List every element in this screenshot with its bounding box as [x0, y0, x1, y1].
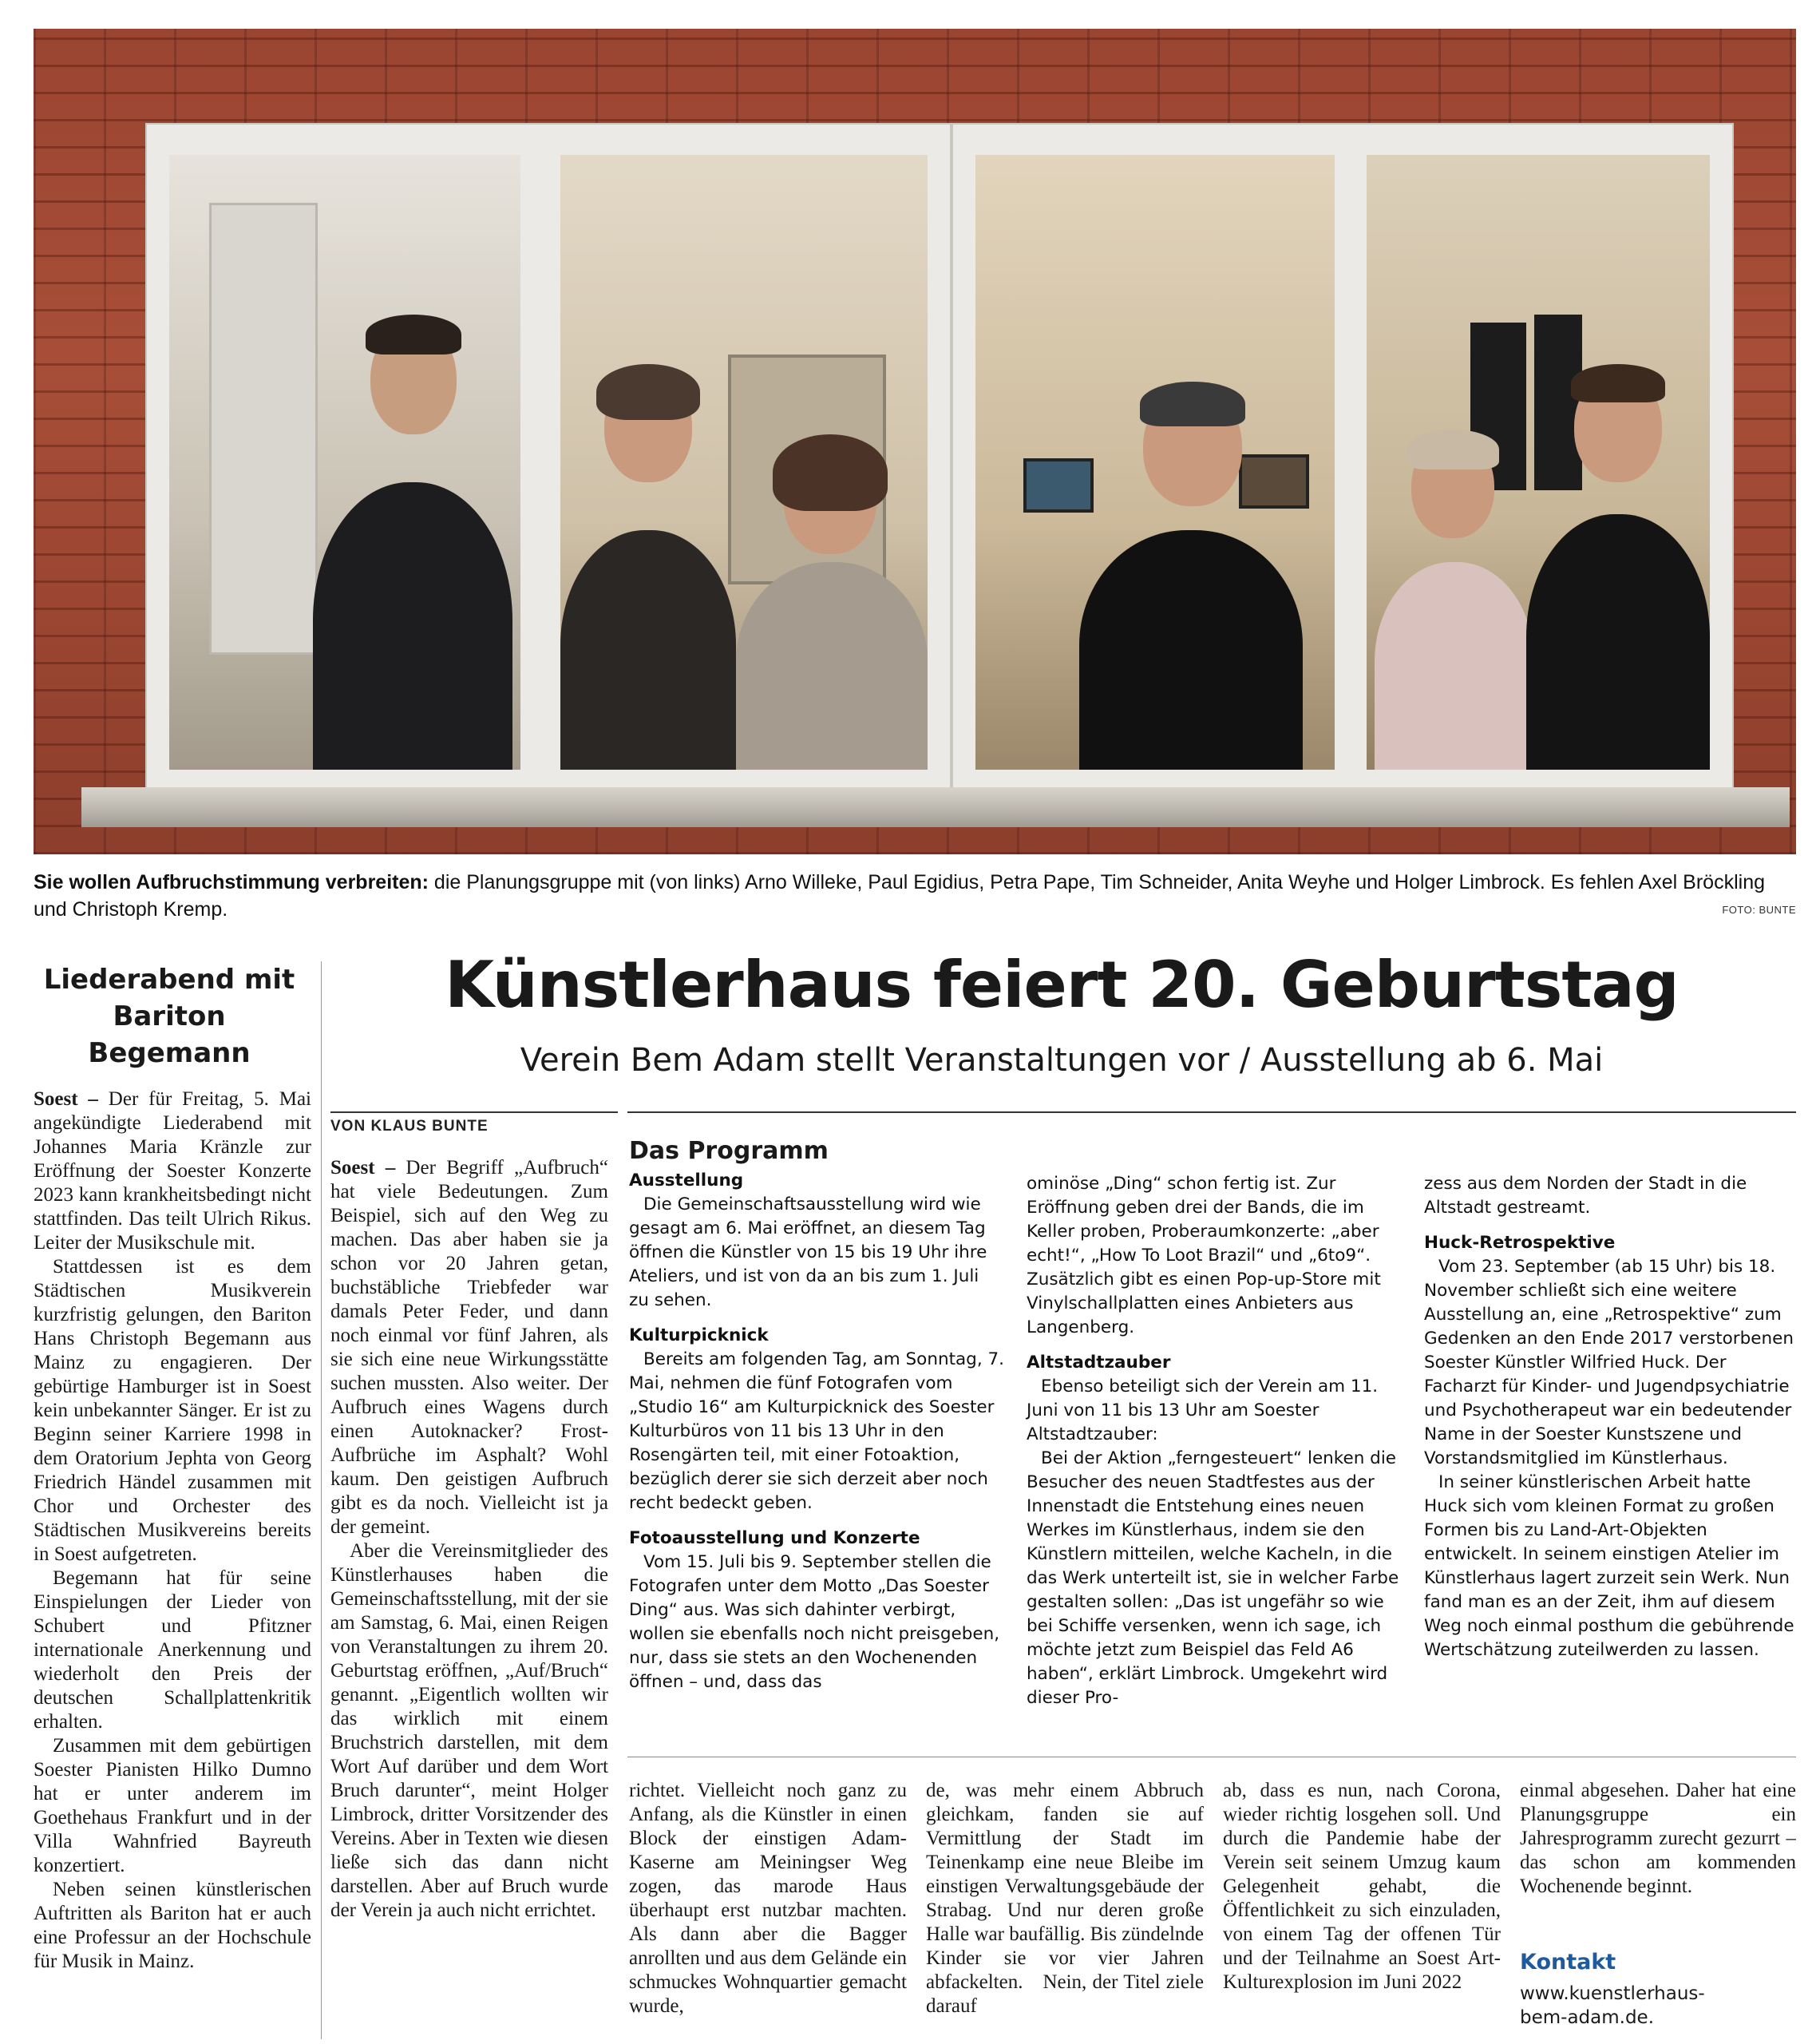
paragraph: einmal abgesehen. Daher hat eine Planungsgruppe ein Jahresprogramm zurecht gezurrt – das schon am kommenden Wochenende beginnt.	[1520, 1780, 1796, 1897]
paragraph: de, was mehr einem Abbruch gleichkam, fanden sie auf Vermittlung der Stadt im Teinenkamp eine neue Bleibe im einstigen Verwaltungsgebäude der Strabag. Und nur deren große Halle war baufällig. Bis zündelnde Kinder sie vor vier Jahren abfackelten. Nein, der Titel ziele darauf	[926, 1780, 1204, 2017]
paragraph-text: Aber die Vereinsmitglieder des Künstlerhauses haben die Gemeinschaftsstellung, mit der sie am Samstag, 6. Mai, einen Reigen von Veranstaltungen zu ihrem 20. Geburtstag eröffnen, „Auf/Bruch“ genannt. „Eigentlich wollten wir das wirklich mit einem Bruchstrich darstellen, mit dem Wort Auf darüber und dem Wort Bruch darunter“, meint Holger Limbrock, dritter Vorsitzender des Vereins. Aber in Texten wie diesen ließe sich das dann nicht darstellen. Aber auf Bruch wurde der Verein ja auch nicht errichtet.	[330, 1540, 608, 1921]
window-right	[952, 123, 1734, 794]
program-column-b	[1027, 1172, 1402, 1710]
paragraph-text: Zusammen mit dem gebürtigen Soester Pianisten Hilko Dumno hat er unter anderem im Goethehaus Frankfurt und in der Villa Wahnfried Bayreuth konzertiert.	[34, 1735, 311, 1876]
program-paragraph: Die Gemeinschaftsausstellung wird wie gesagt am 6. Mai eröffnet, an diesem Tag öffnen die Künstler von 15 bis 19 Uhr ihre Ateliers, und ist von da an bis zum 1. Juli zu sehen.	[629, 1194, 987, 1310]
article-subheadline: Verein Bem Adam stellt Veranstaltungen vor / Ausstellung ab 6. Mai	[520, 1042, 1604, 1079]
window-pane	[1367, 155, 1710, 770]
program-title: Das Programm	[629, 1137, 829, 1165]
window-left	[145, 123, 952, 794]
hair	[596, 364, 700, 420]
torso	[1526, 514, 1710, 770]
poster-panel	[209, 203, 318, 655]
contact-label: Kontakt	[1520, 1950, 1616, 1975]
window-pane	[975, 155, 1335, 770]
hair	[1407, 430, 1499, 469]
paragraph	[330, 1539, 608, 1923]
hair	[1571, 364, 1665, 402]
paragraph: richtet. Vielleicht noch ganz zu Anfang, als die Künstler in einen Block der einstigen Adam-Kaserne am Meiningser Weg zogen, das marode Haus überhaupt erst nutzbar machten. Als dann aber die Bagger anrollten und aus dem Gelände ein schmuckes Wohnquartier gemacht wurde,	[629, 1780, 907, 2017]
caption-text: die Planungsgruppe mit (von links) Arno Willeke, Paul Egidius, Petra Pape, Tim Schneider, Anita Weyhe und Holger Limbrock. Es fehlen Axel Bröckling und Christoph Kremp.	[34, 871, 1765, 921]
program-section-heading: Huck-Retrospektive	[1424, 1233, 1616, 1253]
program-paragraph: ominöse „Ding“ schon fertig ist. Zur Eröffnung geben drei der Bands, die im Keller proben, Proberaumkonzerte: „aber echt!“, „How To Loot Brazil“ und „6to9“. Zusätzlich gibt es einen Pop-up-Store mit Vinylschallplatten eines Anbieters aus Langenberg.	[1027, 1174, 1381, 1337]
paragraph-text: Der für Freitag, 5. Mai angekündigte Liederabend mit Johannes Maria Kränzle zur Eröffnung der Soester Konzerte 2023 kann krankheitsbedingt nicht stattfinden. Das teilt Ulrich Rikus. Leiter der Musikschule mit.	[34, 1088, 311, 1254]
paragraph	[34, 1734, 311, 1878]
caption-lead: Sie wollen Aufbruchstimmung verbreiten:	[34, 871, 429, 893]
torso	[560, 530, 736, 770]
paragraph	[34, 1878, 311, 1974]
program-paragraph: Vom 23. September (ab 15 Uhr) bis 18. November schließt sich eine weitere Ausstellung an, eine „Retrospektive“ zum Gedenken an den Ende 2017 verstorbenen Soester Künstler Wilfried Huck. Der Facharzt für Kinder- und Jugendpsychiatrie und Psychotherapeut war ein bedeutender Name in der Soester Kunstszene und Vorstandsmitglied im Künstlerhaus.	[1424, 1257, 1794, 1468]
program-paragraph: Ebenso beteiligt sich der Verein am 11. Juni von 11 bis 13 Uhr am Soester Altstadtzauber:	[1027, 1377, 1379, 1444]
byline: VON KLAUS BUNTE	[330, 1118, 489, 1135]
person	[1526, 370, 1710, 770]
program-section-heading: Fotoausstellung und Konzerte	[629, 1528, 920, 1548]
window-sill	[81, 787, 1790, 827]
contact-url[interactable]: www.kuenstlerhaus-bem-adam.de.	[1520, 1983, 1705, 2028]
program-paragraph: Bereits am folgenden Tag, am Sonntag, 7. Mai, nehmen die fünf Fotografen vom „Studio 16“ am Kulturpicknick des Soester Kulturbüros von 11 bis 13 Uhr in den Rosengärten teil, mit einer Fotoaktion, bezüglich derer sie sich derzeit aber noch recht bedeckt geben.	[629, 1349, 1005, 1513]
article-column-5	[1520, 1779, 1796, 1915]
paragraph-text: Begemann hat für seine Einspielungen der Lieder von Schubert und Pfitzner internationale Anerkennung und wiederholt den Preis der deutschen Schallplattenkritik erhalten.	[34, 1567, 311, 1733]
torso	[1079, 530, 1303, 770]
torso	[313, 482, 512, 770]
byline-rule	[330, 1111, 618, 1113]
program-paragraph: zess aus dem Norden der Stadt in die Altstadt gestreamt.	[1424, 1174, 1747, 1218]
hair	[1140, 382, 1245, 426]
paragraph-text: Stattdessen ist es dem Städtischen Musikverein kurzfristig gelungen, den Bariton Hans Christoph Begemann aus Mainz zu engagieren. Der gebürtige Hamburger ist in Soest kein unbekannter Sänger. Er ist zu Beginn seiner Karriere 1998 in dem Oratorium Jephta von Georg Friedrich Händel zusammen mit Chor und Orchester des Städtischen Musikvereins bereits in Soest aufgetreten.	[34, 1256, 311, 1565]
person	[560, 370, 736, 770]
program-paragraph: Bei der Aktion „ferngesteuert“ lenken die Besucher des neuen Stadtfestes aus der Innenstadt die Entstehung eines neuen Werkes im Künstlerhaus, indem sie den Künstlern mitteilen, welche Kacheln, in die das Werk unterteilt ist, sie in welcher Farbe gestalten sollen: „Das ist ungefähr so wie bei Schiffe versenken, wenn ich sage, ich möchte jetzt zum Beispiel das Feld A6 haben“, erklärt Limbrock. Umgekehrt wird dieser Pro-	[1027, 1448, 1399, 1708]
paragraph	[34, 1255, 311, 1567]
paragraph	[34, 1567, 311, 1734]
paragraph-text: Neben seinen künstlerischen Auftritten als Bariton hat er auch eine Professur an der Hochschule für Musik in Mainz.	[34, 1879, 311, 1972]
dateline: Soest –	[330, 1157, 396, 1178]
paragraph: ab, dass es nun, nach Corona, wieder richtig losgehen soll. Und durch die Pandemie habe der Verein seit seinem Umzug kaum Gelegenheit gehabt, die Öffentlichkeit zu sich einzuladen, von einem Tag der offenen Tür und der Teilnahme an Soest Art-Kulturexplosion im Juni 2022	[1223, 1780, 1501, 1993]
paragraph	[34, 1087, 311, 1255]
photo-caption	[34, 869, 1794, 923]
paragraph	[330, 1156, 608, 1539]
article-column-3	[926, 1779, 1204, 2038]
window-pane	[169, 155, 520, 770]
column-divider	[321, 961, 322, 2039]
person	[313, 323, 512, 770]
program-column-c	[1424, 1172, 1796, 1662]
paragraph-text: Der Begriff „Aufbruch“ hat viele Bedeutungen. Zum Beispiel, sich auf den Weg zu machen. Das aber haben sie ja schon vor 20 Jahren getan, buchstäbliche Triebfeder war damals Peter Feder, und dann noch einmal vor fünf Jahren, als sie sich eine neue Wirkungsstätte suchen mussten. Also weiter. Der Aufbruch eines Wagens durch einen Autoknacker? Frost-Aufbrüche im Asphalt? Wohl kaum. Den geistigen Aufbruch gibt es da noch. Vielleicht ist ja der gemeint.	[330, 1157, 608, 1538]
person	[736, 434, 928, 770]
program-column-a	[629, 1169, 1004, 1694]
article-column-1	[330, 1156, 608, 2038]
sidebar-headline: Liederabend mit Bariton Begemann	[43, 964, 295, 1069]
torso	[736, 562, 928, 770]
photo-credit: FOTO: BUNTE	[1722, 904, 1796, 916]
article-column-2	[629, 1779, 907, 2038]
program-section-heading: Ausstellung	[629, 1171, 744, 1190]
program-rule	[627, 1111, 1796, 1113]
person	[1079, 386, 1303, 770]
person	[1375, 434, 1534, 770]
sidebar-body	[34, 1087, 311, 2038]
dateline: Soest –	[34, 1088, 98, 1110]
torso	[1375, 562, 1534, 770]
program-section-heading: Kulturpicknick	[629, 1325, 769, 1345]
article-column-4	[1223, 1779, 1501, 2038]
program-paragraph: In seiner künstlerischen Arbeit hatte Huck sich vom kleinen Format zu großen Formen bis zu Land-Art-Objekten entwickelt. In seinem einstigen Atelier im Künstlerhaus lagert zurzeit sein Werk. Nun fand man es an der Zeit, ihm auf diesem Weg noch einmal posthum die gebührende Wertschätzung zuteilwerden zu lassen.	[1424, 1472, 1794, 1660]
article-photo	[34, 29, 1796, 854]
program-paragraph: Vom 15. Juli bis 9. September stellen die Fotografen unter dem Motto „Das Soester Ding“ aus. Was sich dahinter verbirgt, wollen sie ebenfalls noch nicht preisgeben, nur, dass sie stets an den Wochenenden öffnen – und, dass das	[629, 1552, 1000, 1692]
window-pane	[560, 155, 928, 770]
article-headline: Künstlerhaus feiert 20. Geburtstag	[445, 948, 1679, 1022]
hair	[366, 315, 461, 355]
hair	[773, 434, 888, 511]
program-section-heading: Altstadtzauber	[1027, 1353, 1171, 1373]
